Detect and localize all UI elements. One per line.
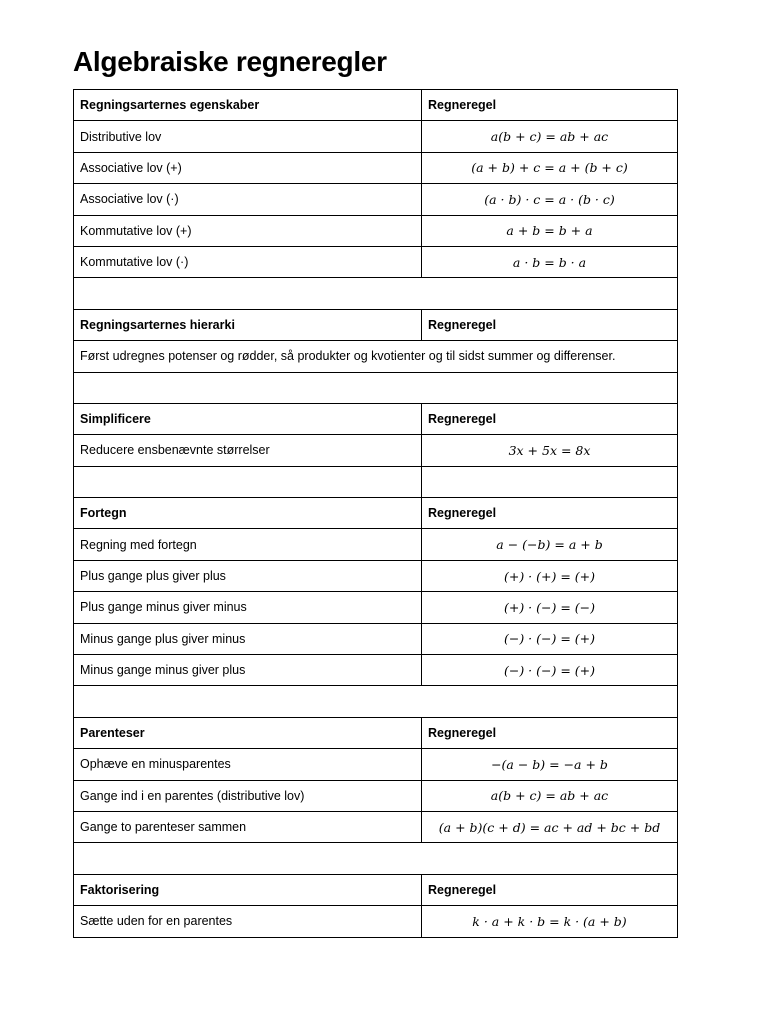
- table-row: [74, 341, 678, 372]
- spacer-cell: [74, 843, 678, 874]
- table-row: [74, 811, 678, 842]
- rule-label: Distributive lov: [74, 121, 422, 152]
- section-header-row: [74, 90, 678, 121]
- table-row: [74, 435, 678, 466]
- rule-label: Kommutative lov (·): [74, 246, 422, 277]
- section-header-row: [74, 498, 678, 529]
- rule-column-header: Regneregel: [422, 498, 678, 529]
- rule-formula: 3x + 5x = 8x: [422, 435, 678, 466]
- section-heading: Regningsarternes hierarki: [74, 309, 422, 340]
- rule-formula: (a + b)(c + d) = ac + ad + bc + bd: [422, 811, 678, 842]
- rule-formula: a(b + c) = ab + ac: [422, 780, 678, 811]
- section-heading: Simplificere: [74, 403, 422, 434]
- rule-label: Kommutative lov (+): [74, 215, 422, 246]
- spacer-cell: [74, 278, 678, 309]
- spacer-cell: [74, 372, 678, 403]
- spacer-row: [74, 278, 678, 309]
- spacer-row: [74, 466, 678, 497]
- section-heading: Fortegn: [74, 498, 422, 529]
- rule-formula: k · a + k · b = k · (a + b): [422, 906, 678, 937]
- rule-formula: (a + b) + c = a + (b + c): [422, 152, 678, 183]
- rule-formula: (−) · (−) = (+): [422, 655, 678, 686]
- rule-formula: (+) · (−) = (−): [422, 592, 678, 623]
- rule-label: Ophæve en minusparentes: [74, 749, 422, 780]
- section-header-row: [74, 717, 678, 748]
- table-row: [74, 780, 678, 811]
- rule-label: Sætte uden for en parentes: [74, 906, 422, 937]
- rule-label: Regning med fortegn: [74, 529, 422, 560]
- table-row: [74, 215, 678, 246]
- rule-label: Plus gange minus giver minus: [74, 592, 422, 623]
- hierarchy-text: Først udregnes potenser og rødder, så produkter og kvotienter og til sidst summer og differenser.: [74, 341, 678, 372]
- section-header-row: [74, 874, 678, 905]
- rule-label: Minus gange minus giver plus: [74, 655, 422, 686]
- rule-formula: (+) · (+) = (+): [422, 560, 678, 591]
- spacer-row: [74, 843, 678, 874]
- rule-column-header: Regneregel: [422, 403, 678, 434]
- table-row: [74, 529, 678, 560]
- table-row: [74, 655, 678, 686]
- rule-formula: (a · b) · c = a · (b · c): [422, 184, 678, 215]
- table-row: [74, 623, 678, 654]
- rule-formula: a · b = b · a: [422, 246, 678, 277]
- rule-label: Minus gange plus giver minus: [74, 623, 422, 654]
- page-title: Algebraiske regneregler: [73, 46, 387, 77]
- rule-formula: a − (−b) = a + b: [422, 529, 678, 560]
- table-row: [74, 906, 678, 937]
- spacer-cell: [74, 686, 678, 717]
- rule-formula: a + b = b + a: [422, 215, 678, 246]
- section-heading: Faktorisering: [74, 874, 422, 905]
- rules-table: [73, 89, 678, 938]
- table-row: [74, 749, 678, 780]
- table-row: [74, 246, 678, 277]
- spacer-cell: [74, 466, 422, 497]
- rule-label: Associative lov (·): [74, 184, 422, 215]
- table-row: [74, 121, 678, 152]
- table-row: [74, 152, 678, 183]
- rule-label: Plus gange plus giver plus: [74, 560, 422, 591]
- spacer-row: [74, 686, 678, 717]
- section-header-row: [74, 403, 678, 434]
- rule-column-header: Regneregel: [422, 309, 678, 340]
- table-row: [74, 560, 678, 591]
- table-row: [74, 592, 678, 623]
- section-heading: Regningsarternes egenskaber: [74, 90, 422, 121]
- rule-label: Gange to parenteser sammen: [74, 811, 422, 842]
- spacer-cell: [422, 466, 678, 497]
- table-row: [74, 184, 678, 215]
- rule-column-header: Regneregel: [422, 717, 678, 748]
- section-heading: Parenteser: [74, 717, 422, 748]
- rule-formula: a(b + c) = ab + ac: [422, 121, 678, 152]
- rule-label: Reducere ensbenævnte størrelser: [74, 435, 422, 466]
- rule-formula: −(a − b) = −a + b: [422, 749, 678, 780]
- rule-label: Gange ind i en parentes (distributive lov): [74, 780, 422, 811]
- rule-column-header: Regneregel: [422, 874, 678, 905]
- rule-label: Associative lov (+): [74, 152, 422, 183]
- section-header-row: [74, 309, 678, 340]
- rule-column-header: Regneregel: [422, 90, 678, 121]
- spacer-row: [74, 372, 678, 403]
- rule-formula: (−) · (−) = (+): [422, 623, 678, 654]
